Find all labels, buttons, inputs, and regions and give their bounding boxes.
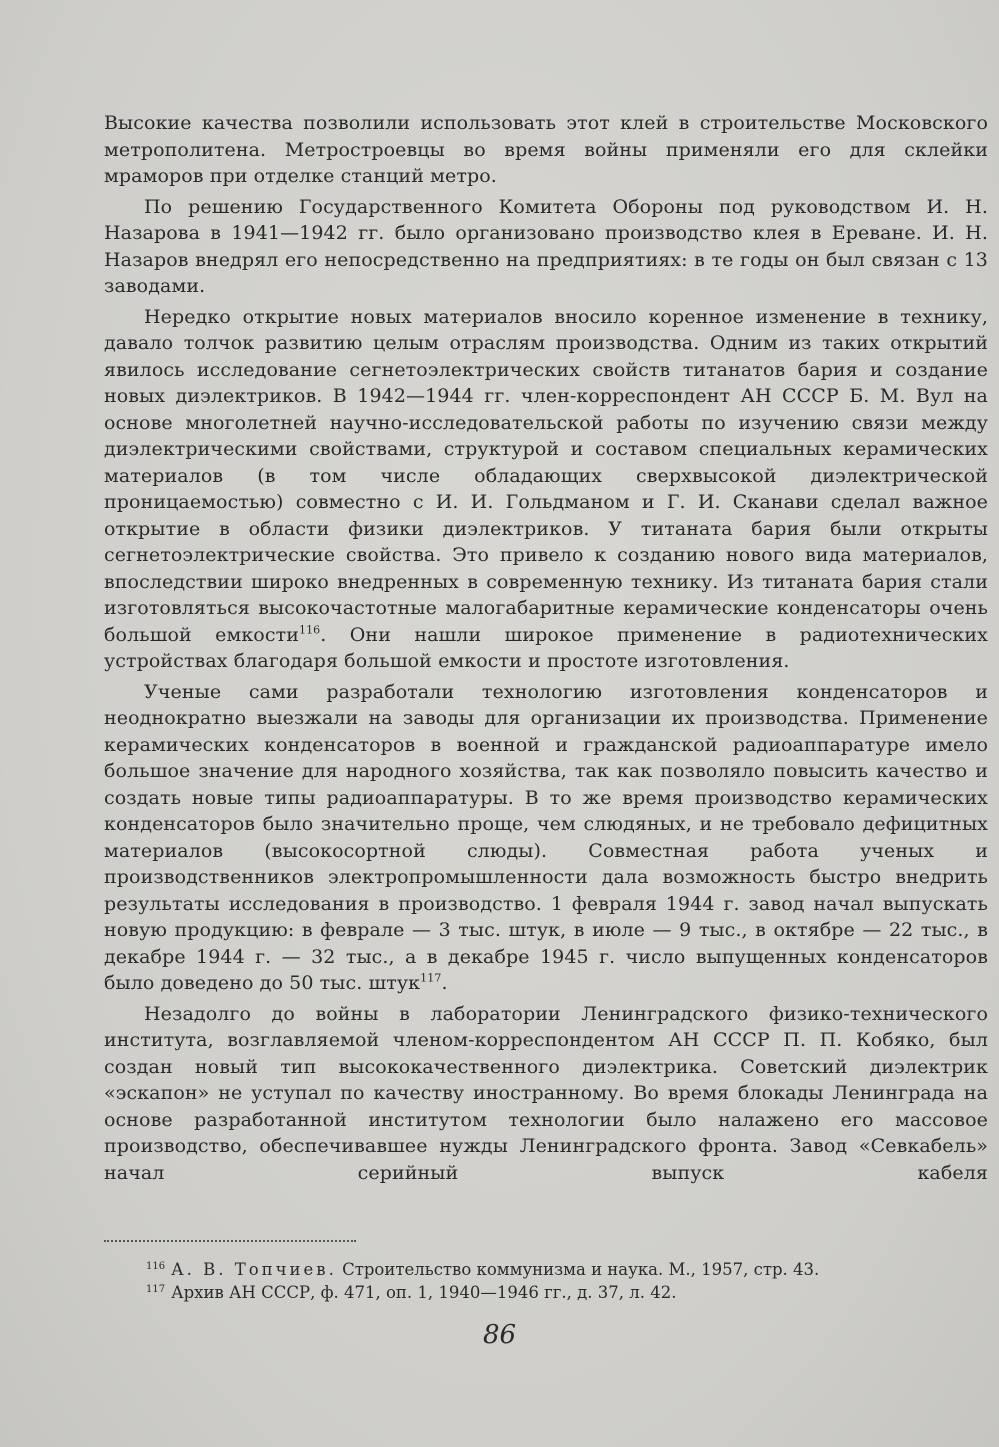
paragraph-1-text: Высокие качества позволили использовать этот клей в строительстве Московского метрополитена. Метростроевцы во время войны применяли его для склейки мраморов при отделке станций метро. <box>104 112 988 187</box>
paragraph-1 <box>104 110 988 190</box>
paragraph-5 <box>104 1001 988 1187</box>
paragraph-3-text-b: . Они нашли широкое применение в радиотехнических устройствах благодаря большой емкости и простоте изготовления. <box>104 623 988 672</box>
footnote-text: Строительство коммунизма и наука. М., 1957, стр. 43. <box>336 1260 820 1279</box>
footnote-ref-117[interactable]: 117 <box>420 971 442 985</box>
paragraph-2 <box>104 194 988 300</box>
footnote-117 <box>146 1281 966 1304</box>
paragraph-4-text-b: . <box>441 972 448 994</box>
paragraph-5-text: Незадолго до войны в лаборатории Ленинградского физико-технического института, возглавляемой членом-корреспондентом АН СССР П. П. Кобяко, был создан новый тип высококачественного диэлектрика. Советский диэлектрик «эскапон» не уступал по качеству иностранному. Во время блокады Ленинграда на основе разработанной институтом технологии было налажено его массовое производство, обеспечивавшее нужды Ленинградского фронта. Завод «Севкабель» начал серийный выпуск кабеля <box>104 1002 988 1184</box>
paragraph-2-text: По решению Государственного Комитета Обороны под руководством И. Н. Назарова в 1941—1942 гг. было организовано производство клея в Ереване. И. Н. Назаров внедрял его непосредственно на предприятиях: в те годы он был связан с 13 заводами. <box>104 195 988 297</box>
page-number: 86 <box>482 1320 517 1350</box>
paragraph-4-text-a: Ученые сами разработали технологию изготовления конденсаторов и неоднократно выезжали на заводы для организации их производства. Применение керамических конденсаторов в военной и гражданской радиоаппаратуре имело большое значение для народного хозяйства, так как позволяло повысить качество и создать новые типы радиоаппаратуры. В то же время производство керамических конденсаторов было значительно проще, чем слюдяных, и не требовало дефицитных материалов (высокосортной слюды). Совместная работа ученых и производственников электропромышленности дала возможность быстро внедрить результаты исследования в производство. 1 февраля 1944 г. завод начал выпускать новую продукцию: в феврале — 3 тыс. штук, в июле — 9 тыс., в октябре — 22 тыс., в декабре 1944 г. — 32 тыс., а в декабре 1945 г. число выпущенных конденсаторов было доведено до 50 тыс. штук <box>104 680 988 994</box>
paragraph-3-text-a: Нередко открытие новых материалов вносило коренное изменение в технику, давало толчок развитию целым отраслям производства. Одним из таких открытий явилось исследование сегнетоэлектрических свойств титанатов бария и создание новых диэлектриков. В 1942—1944 гг. член-корреспондент АН СССР Б. М. Вул на основе многолетней научно-исследовательской работы по изучению связи между диэлектрическими свойствами, структурой и составом специальных керамических материалов (в том числе обладающих сверхвысокой диэлектрической проницаемостью) совместно с И. И. Гольдманом и Г. И. Сканави сделал важное открытие в области физики диэлектриков. У титаната бария были открыты сегнетоэлектрические свойства. Это привело к созданию нового вида материалов, впоследствии широко внедренных в современную технику. Из титаната бария стали изготовляться высокочастотные малогабаритные керамические конденсаторы очень большой емкости <box>104 305 988 646</box>
body-text <box>104 110 988 1186</box>
paragraph-3 <box>104 304 988 675</box>
footnote-116 <box>146 1258 966 1281</box>
footnote-number: 117 <box>146 1283 166 1295</box>
footnote-number: 116 <box>146 1260 166 1272</box>
footnote-text: Архив АН СССР, ф. 471, оп. 1, 1940—1946 гг., д. 37, л. 42. <box>171 1283 677 1302</box>
paragraph-4 <box>104 679 988 997</box>
footnote-divider <box>104 1240 356 1242</box>
footnotes <box>146 1258 966 1304</box>
footnote-ref-116[interactable]: 116 <box>298 623 321 637</box>
footnote-author: А. В. Топчиев. <box>171 1260 337 1279</box>
